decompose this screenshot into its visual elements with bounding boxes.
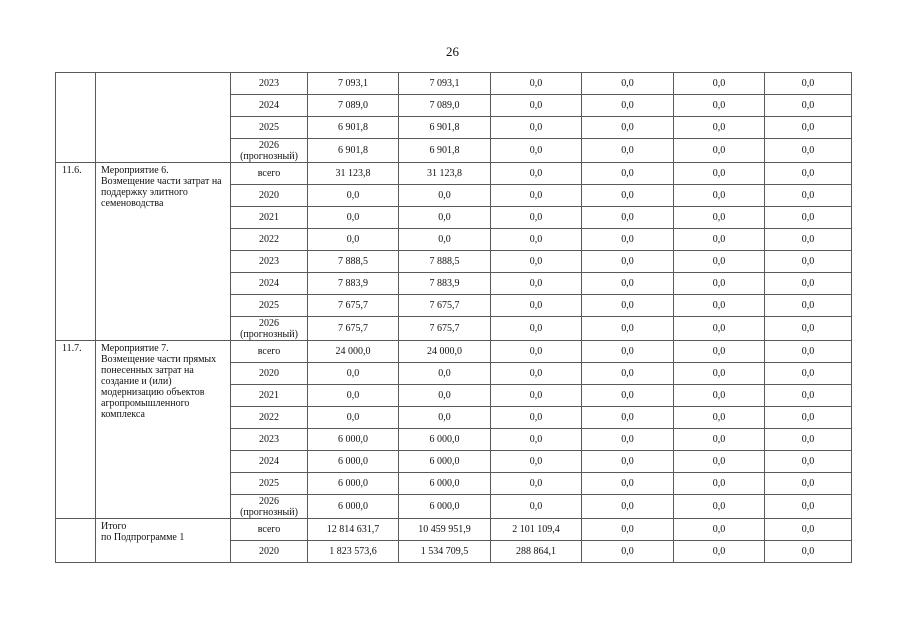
value-cell: 0,0	[582, 363, 674, 385]
value-cell: 31 123,8	[308, 163, 399, 185]
value-cell: 288 864,1	[491, 541, 582, 563]
value-cell: 0,0	[765, 273, 852, 295]
value-cell: 0,0	[674, 295, 765, 317]
value-cell: 0,0	[765, 139, 852, 163]
value-cell: 0,0	[491, 495, 582, 519]
table-row	[56, 341, 852, 363]
year-cell: 2026 (прогнозный)	[231, 139, 308, 163]
value-cell: 0,0	[491, 341, 582, 363]
value-cell: 6 000,0	[308, 495, 399, 519]
value-cell: 0,0	[308, 229, 399, 251]
table-row	[56, 519, 852, 541]
year-cell: 2026 (прогнозный)	[231, 317, 308, 341]
value-cell: 6 000,0	[399, 473, 491, 495]
value-cell: 7 093,1	[399, 73, 491, 95]
table-row	[56, 163, 852, 185]
value-cell: 0,0	[674, 519, 765, 541]
value-cell: 0,0	[491, 117, 582, 139]
value-cell: 0,0	[308, 363, 399, 385]
value-cell: 0,0	[674, 73, 765, 95]
value-cell: 0,0	[674, 317, 765, 341]
item-name: Итого по Подпрограмме 1	[96, 519, 231, 563]
value-cell: 7 675,7	[308, 317, 399, 341]
value-cell: 0,0	[491, 451, 582, 473]
value-cell: 0,0	[399, 407, 491, 429]
year-cell: 2023	[231, 73, 308, 95]
value-cell: 0,0	[582, 385, 674, 407]
value-cell: 0,0	[674, 117, 765, 139]
value-cell: 7 888,5	[399, 251, 491, 273]
value-cell: 7 089,0	[308, 95, 399, 117]
value-cell: 12 814 631,7	[308, 519, 399, 541]
value-cell: 0,0	[491, 273, 582, 295]
value-cell: 0,0	[765, 541, 852, 563]
value-cell: 0,0	[674, 273, 765, 295]
value-cell: 0,0	[308, 385, 399, 407]
value-cell: 0,0	[674, 163, 765, 185]
value-cell: 7 888,5	[308, 251, 399, 273]
value-cell: 0,0	[491, 385, 582, 407]
budget-table	[55, 72, 852, 563]
value-cell: 0,0	[765, 185, 852, 207]
value-cell: 0,0	[582, 451, 674, 473]
year-cell: 2022	[231, 407, 308, 429]
value-cell: 0,0	[765, 295, 852, 317]
value-cell: 0,0	[765, 363, 852, 385]
year-cell: 2024	[231, 95, 308, 117]
year-cell: 2025	[231, 117, 308, 139]
value-cell: 0,0	[491, 429, 582, 451]
value-cell: 0,0	[765, 385, 852, 407]
value-cell: 0,0	[674, 407, 765, 429]
year-cell: 2022	[231, 229, 308, 251]
value-cell: 0,0	[582, 185, 674, 207]
value-cell: 1 534 709,5	[399, 541, 491, 563]
value-cell: 6 901,8	[308, 117, 399, 139]
value-cell: 0,0	[582, 341, 674, 363]
value-cell: 31 123,8	[399, 163, 491, 185]
item-name: Мероприятие 6. Возмещение части затрат на поддержку элитного семеноводства	[96, 163, 231, 341]
value-cell: 7 883,9	[399, 273, 491, 295]
value-cell: 0,0	[765, 473, 852, 495]
value-cell: 0,0	[491, 163, 582, 185]
value-cell: 0,0	[582, 117, 674, 139]
value-cell: 0,0	[674, 95, 765, 117]
year-cell: 2025	[231, 295, 308, 317]
value-cell: 0,0	[582, 207, 674, 229]
year-cell: 2020	[231, 541, 308, 563]
value-cell: 7 675,7	[308, 295, 399, 317]
value-cell: 0,0	[582, 407, 674, 429]
year-cell: 2020	[231, 185, 308, 207]
item-code: 11.6.	[56, 163, 96, 341]
year-cell: 2020	[231, 363, 308, 385]
value-cell: 0,0	[674, 185, 765, 207]
value-cell: 0,0	[582, 317, 674, 341]
value-cell: 6 901,8	[308, 139, 399, 163]
value-cell: 7 089,0	[399, 95, 491, 117]
value-cell: 0,0	[491, 295, 582, 317]
value-cell: 0,0	[491, 95, 582, 117]
value-cell: 6 000,0	[399, 451, 491, 473]
year-cell: всего	[231, 163, 308, 185]
value-cell: 0,0	[674, 429, 765, 451]
value-cell: 0,0	[582, 163, 674, 185]
value-cell: 0,0	[765, 407, 852, 429]
year-cell: 2024	[231, 451, 308, 473]
year-cell: всего	[231, 519, 308, 541]
value-cell: 0,0	[582, 229, 674, 251]
year-cell: 2026 (прогнозный)	[231, 495, 308, 519]
value-cell: 0,0	[582, 495, 674, 519]
value-cell: 7 675,7	[399, 295, 491, 317]
value-cell: 0,0	[491, 185, 582, 207]
year-cell: 2024	[231, 273, 308, 295]
value-cell: 6 000,0	[399, 495, 491, 519]
value-cell: 0,0	[399, 207, 491, 229]
value-cell: 0,0	[399, 363, 491, 385]
value-cell: 10 459 951,9	[399, 519, 491, 541]
value-cell: 0,0	[582, 429, 674, 451]
value-cell: 24 000,0	[308, 341, 399, 363]
value-cell: 0,0	[765, 95, 852, 117]
year-cell: 2021	[231, 385, 308, 407]
value-cell: 0,0	[582, 273, 674, 295]
value-cell: 0,0	[491, 251, 582, 273]
value-cell: 0,0	[765, 519, 852, 541]
value-cell: 7 675,7	[399, 317, 491, 341]
year-cell: 2025	[231, 473, 308, 495]
value-cell: 6 000,0	[308, 429, 399, 451]
value-cell: 0,0	[399, 185, 491, 207]
value-cell: 0,0	[765, 495, 852, 519]
value-cell: 0,0	[765, 229, 852, 251]
value-cell: 0,0	[674, 363, 765, 385]
value-cell: 0,0	[491, 317, 582, 341]
value-cell: 7 883,9	[308, 273, 399, 295]
year-cell: 2021	[231, 207, 308, 229]
value-cell: 0,0	[582, 73, 674, 95]
value-cell: 0,0	[765, 163, 852, 185]
value-cell: 1 823 573,6	[308, 541, 399, 563]
value-cell: 0,0	[491, 407, 582, 429]
value-cell: 0,0	[765, 317, 852, 341]
value-cell: 0,0	[491, 207, 582, 229]
value-cell: 6 000,0	[308, 451, 399, 473]
value-cell: 0,0	[491, 139, 582, 163]
year-cell: всего	[231, 341, 308, 363]
value-cell: 0,0	[674, 229, 765, 251]
value-cell: 24 000,0	[399, 341, 491, 363]
value-cell: 0,0	[765, 341, 852, 363]
value-cell: 0,0	[674, 251, 765, 273]
item-code	[56, 73, 96, 163]
value-cell: 0,0	[399, 385, 491, 407]
value-cell: 0,0	[674, 473, 765, 495]
value-cell: 0,0	[582, 295, 674, 317]
value-cell: 0,0	[674, 495, 765, 519]
item-code: 11.7.	[56, 341, 96, 519]
value-cell: 2 101 109,4	[491, 519, 582, 541]
value-cell: 6 000,0	[308, 473, 399, 495]
value-cell: 0,0	[491, 229, 582, 251]
item-name: Мероприятие 7. Возмещение части прямых понесенных затрат на создание и (или) модернизацию объектов агропромышленного комплекса	[96, 341, 231, 519]
value-cell: 0,0	[399, 229, 491, 251]
value-cell: 0,0	[582, 95, 674, 117]
value-cell: 0,0	[582, 251, 674, 273]
value-cell: 6 901,8	[399, 139, 491, 163]
item-name	[96, 73, 231, 163]
table-row	[56, 73, 852, 95]
value-cell: 0,0	[308, 207, 399, 229]
value-cell: 0,0	[674, 139, 765, 163]
value-cell: 0,0	[582, 541, 674, 563]
value-cell: 0,0	[765, 73, 852, 95]
value-cell: 0,0	[491, 363, 582, 385]
value-cell: 0,0	[765, 429, 852, 451]
value-cell: 7 093,1	[308, 73, 399, 95]
value-cell: 0,0	[674, 541, 765, 563]
page-number: 26	[446, 44, 459, 59]
value-cell: 6 901,8	[399, 117, 491, 139]
value-cell: 0,0	[491, 73, 582, 95]
value-cell: 0,0	[765, 251, 852, 273]
value-cell: 0,0	[674, 385, 765, 407]
value-cell: 0,0	[491, 473, 582, 495]
value-cell: 0,0	[308, 407, 399, 429]
value-cell: 0,0	[582, 139, 674, 163]
value-cell: 0,0	[308, 185, 399, 207]
value-cell: 0,0	[765, 451, 852, 473]
value-cell: 6 000,0	[399, 429, 491, 451]
value-cell: 0,0	[674, 341, 765, 363]
value-cell: 0,0	[582, 519, 674, 541]
year-cell: 2023	[231, 251, 308, 273]
value-cell: 0,0	[674, 451, 765, 473]
value-cell: 0,0	[765, 207, 852, 229]
value-cell: 0,0	[765, 117, 852, 139]
value-cell: 0,0	[674, 207, 765, 229]
item-code	[56, 519, 96, 563]
year-cell: 2023	[231, 429, 308, 451]
value-cell: 0,0	[582, 473, 674, 495]
